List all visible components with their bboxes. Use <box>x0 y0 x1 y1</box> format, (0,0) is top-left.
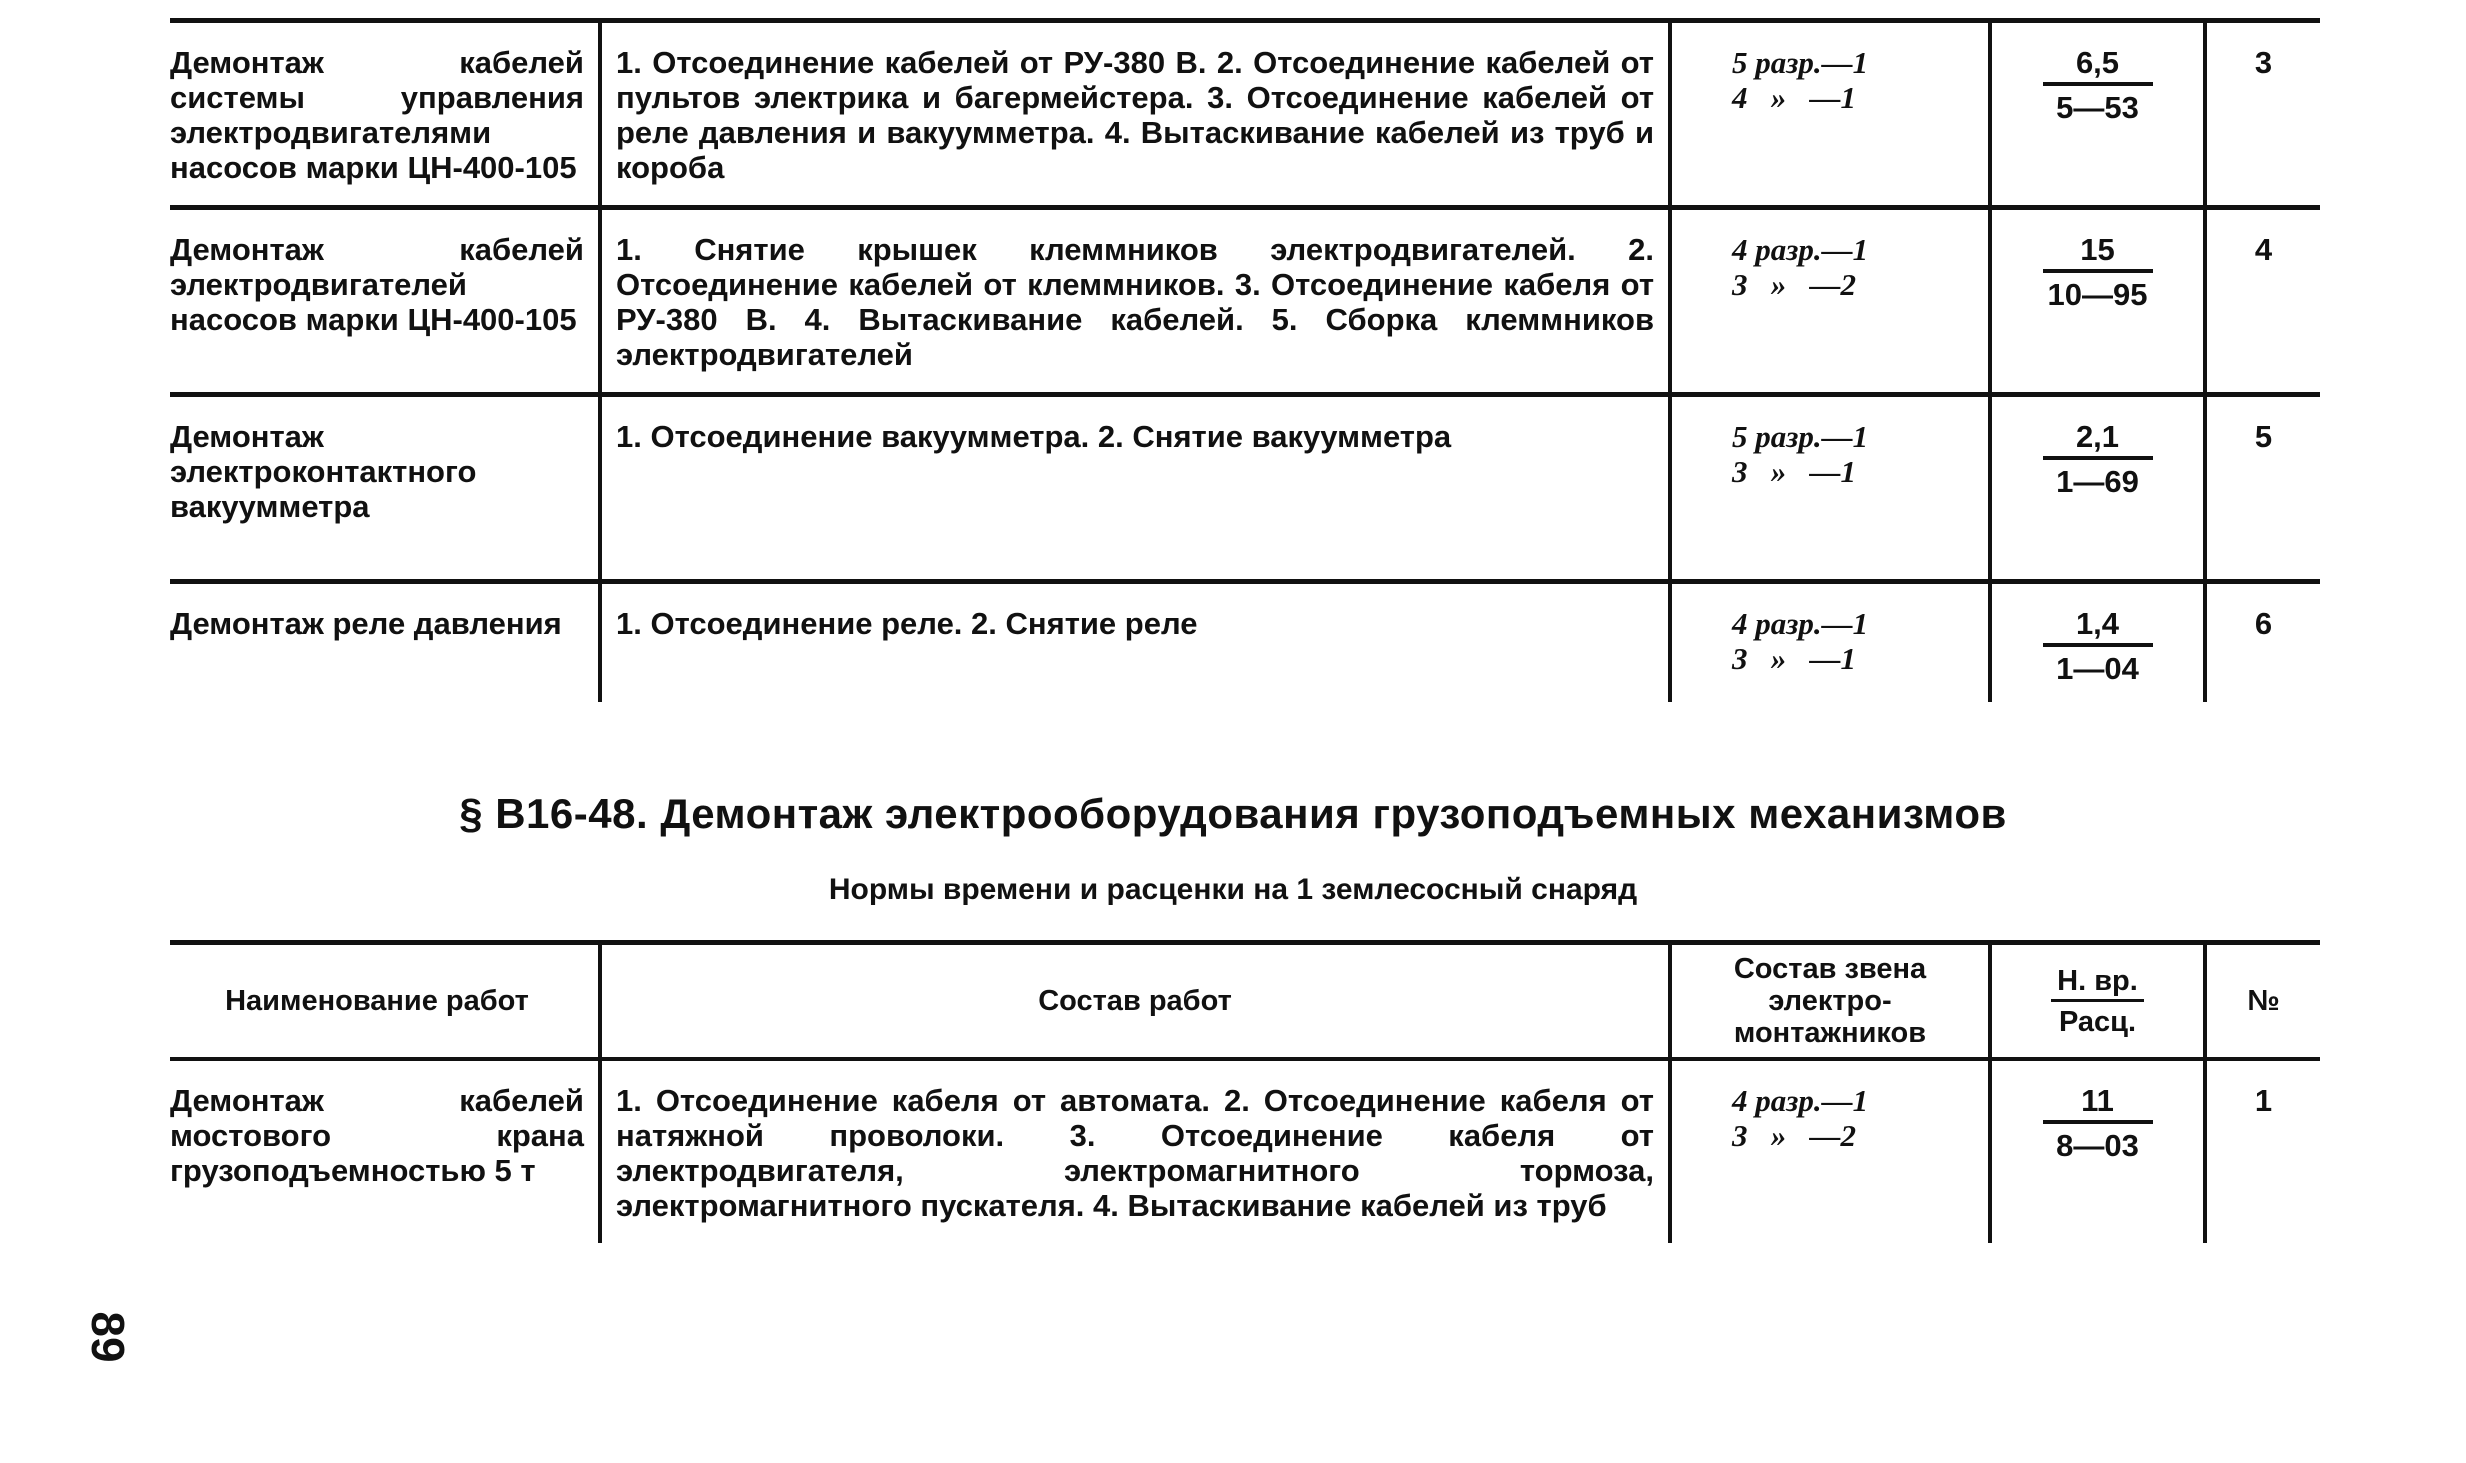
time-norm-rate-cell <box>1990 208 2205 395</box>
rate-value: 10—95 <box>2047 277 2148 312</box>
time-norm-value: 11 <box>2043 1083 2153 1124</box>
work-composition-cell: 1. Отсоединение кабеля от автомата. 2. Отсоединение кабеля от натяжной проволоки. 3. Отсоединение кабеля от электродвигателя, электромагнитного тормоза, электромагнитного пускателя. 4. Вытаскивание кабелей из труб <box>600 1059 1670 1243</box>
crew-composition-cell: 4 разр.—1 3 » —1 <box>1670 582 1990 703</box>
crew-composition-cell: 5 разр.—1 3 » —1 <box>1670 395 1990 582</box>
work-name-cell: Демонтаж электроконтактного вакуумметра <box>170 419 477 524</box>
header-time-norm: Н. вр. <box>2051 965 2144 1002</box>
norms-table-continued <box>170 18 2320 702</box>
time-norm-rate-cell <box>1990 582 2205 703</box>
section-title: § В16-48. Демонтаж электрооборудования грузоподъемных механизмов <box>459 790 2007 837</box>
work-composition-cell: 1. Отсоединение вакуумметра. 2. Снятие вакуумметра <box>600 395 1670 582</box>
header-work-name: Наименование работ <box>225 985 529 1017</box>
work-composition-cell: 1. Снятие крышек клеммников электродвигателей. 2. Отсоединение кабелей от клеммников. 3. Отсоединение кабеля от РУ-380 В. 4. Вытаскивание кабелей. 5. Сборка клеммников электродвигателей <box>600 208 1670 395</box>
table-row <box>170 1059 2320 1243</box>
page-number: 89 <box>82 1311 134 1363</box>
table-row <box>170 208 2320 395</box>
row-number-cell: 6 <box>2205 582 2320 703</box>
table-row <box>170 395 2320 582</box>
rate-value: 8—03 <box>2056 1128 2139 1163</box>
row-number-cell: 1 <box>2205 1059 2320 1243</box>
time-norm-fraction <box>2043 45 2153 125</box>
time-norm-fraction <box>2043 419 2153 499</box>
work-composition-cell: 1. Отсоединение кабелей от РУ-380 В. 2. Отсоединение кабелей от пультов электрика и багермейстера. 3. Отсоединение кабелей от реле давления и вакуумметра. 4. Вытаскивание кабелей из труб и короба <box>600 21 1670 208</box>
work-name-cell: Демонтаж кабелей мостового крана грузоподъемностью 5 т <box>170 1083 584 1188</box>
time-norm-fraction <box>2043 1083 2153 1163</box>
crew-composition-cell: 4 разр.—1 3 » —2 <box>1670 208 1990 395</box>
header-number: № <box>2205 943 2320 1060</box>
work-name-cell: Демонтаж кабелей электродвигателей насосов марки ЦН-400-105 <box>170 232 584 337</box>
time-norm-rate-cell <box>1990 21 2205 208</box>
time-norm-rate-cell <box>1990 395 2205 582</box>
row-number-cell: 3 <box>2205 21 2320 208</box>
crew-composition-cell: 4 разр.—1 3 » —2 <box>1670 1059 1990 1243</box>
time-norm-value: 2,1 <box>2043 419 2153 460</box>
norms-table <box>170 940 2320 1243</box>
row-number-cell: 5 <box>2205 395 2320 582</box>
rate-value: 5—53 <box>2056 90 2139 125</box>
table-row <box>170 21 2320 208</box>
header-time-norm-rate <box>1990 943 2205 1060</box>
time-norm-value: 6,5 <box>2043 45 2153 86</box>
table-row <box>170 582 2320 703</box>
row-number-cell: 4 <box>2205 208 2320 395</box>
section-subtitle: Нормы времени и расценки на 1 землесосный снаряд <box>828 873 1638 906</box>
rate-value: 1—04 <box>2056 651 2139 686</box>
header-rate: Расц. <box>2058 1005 2137 1038</box>
time-norm-fraction <box>2043 606 2153 686</box>
time-norm-fraction <box>2043 232 2153 312</box>
time-norm-value: 15 <box>2043 232 2153 273</box>
work-composition-cell: 1. Отсоединение реле. 2. Снятие реле <box>600 582 1670 703</box>
work-name-cell: Демонтаж реле давления <box>170 606 562 641</box>
header-fraction <box>2051 965 2144 1038</box>
table-header-row <box>170 943 2320 1060</box>
time-norm-value: 1,4 <box>2043 606 2153 647</box>
work-name-cell: Демонтаж кабелей системы управления электродвигателями насосов марки ЦН-400-105 <box>170 45 584 185</box>
crew-composition-cell: 5 разр.—1 4 » —1 <box>1670 21 1990 208</box>
rate-value: 1—69 <box>2056 464 2139 499</box>
header-crew-composition: Состав звена электро-монтажников <box>1670 943 1990 1060</box>
time-norm-rate-cell <box>1990 1059 2205 1243</box>
header-work-composition: Состав работ <box>600 943 1670 1060</box>
